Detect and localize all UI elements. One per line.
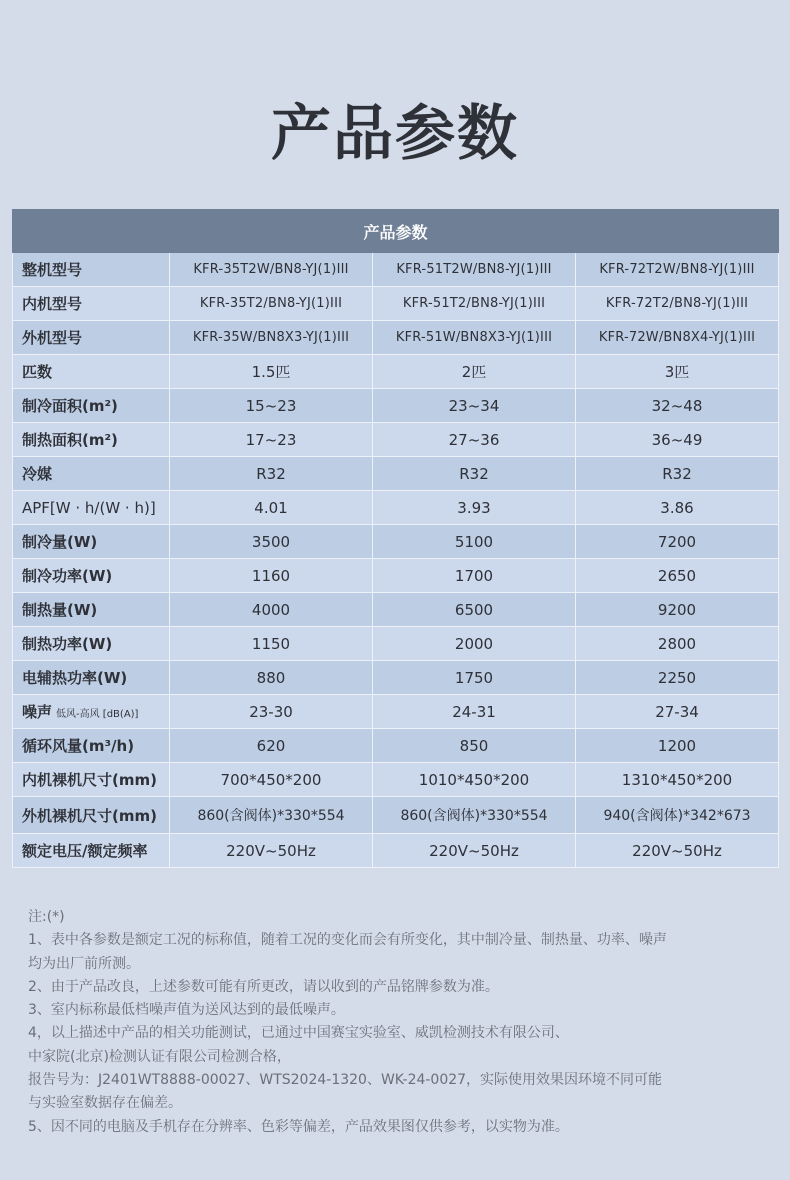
table-cell: KFR-51T2/BN8-YJ(1)III <box>373 287 576 321</box>
table-cell: 2250 <box>576 661 779 695</box>
note-line: 报告号为：J2401WT8888-00027、WTS2024-1320、WK-24-0027，实际使用效果因环境不同可能 <box>28 1072 663 1089</box>
table-cell: KFR-35T2W/BN8-YJ(1)III <box>170 253 373 287</box>
note-line: 中家院(北京)检测认证有限公司检测合格， <box>28 1048 291 1065</box>
table-cell: 1160 <box>170 559 373 593</box>
table-cell: 27~36 <box>373 423 576 457</box>
table-cell: 220V~50Hz <box>170 834 373 868</box>
table-cell: 32~48 <box>576 389 779 423</box>
table-cell: 220V~50Hz <box>373 834 576 868</box>
table-cell: 9200 <box>576 593 779 627</box>
table-cell: 220V~50Hz <box>576 834 779 868</box>
table-cell: 2650 <box>576 559 779 593</box>
row-label: 制热量(W) <box>13 593 170 627</box>
table-row <box>13 695 779 729</box>
row-label: 制热面积(m²) <box>13 423 170 457</box>
table-cell: 1700 <box>373 559 576 593</box>
note-line: 注:(*) <box>28 909 65 925</box>
table-cell: 2匹 <box>373 355 576 389</box>
table-cell: 2000 <box>373 627 576 661</box>
table-cell: KFR-72T2W/BN8-YJ(1)III <box>576 253 779 287</box>
table-row <box>13 457 779 491</box>
table-cell: 36~49 <box>576 423 779 457</box>
row-label: 外机裸机尺寸(mm) <box>13 797 170 834</box>
row-label: 整机型号 <box>13 253 170 287</box>
table-cell: 24-31 <box>373 695 576 729</box>
table-cell: 700*450*200 <box>170 763 373 797</box>
table-header-row <box>13 210 779 253</box>
row-label: 制冷面积(m²) <box>13 389 170 423</box>
table-cell: 6500 <box>373 593 576 627</box>
row-label: 循环风量(m³/h) <box>13 729 170 763</box>
table-row <box>13 593 779 627</box>
note-line: 1、表中各参数是额定工况的标称值，随着工况的变化而会有所变化，其中制冷量、制热量、功率、噪声 <box>28 932 667 949</box>
table-cell: KFR-35T2/BN8-YJ(1)III <box>170 287 373 321</box>
table-cell: 3.86 <box>576 491 779 525</box>
table-cell: KFR-51W/BN8X3-YJ(1)III <box>373 321 576 355</box>
table-cell: 880 <box>170 661 373 695</box>
table-cell: 2800 <box>576 627 779 661</box>
row-label: 额定电压/额定频率 <box>13 834 170 868</box>
table-cell: 850 <box>373 729 576 763</box>
table-cell: KFR-72T2/BN8-YJ(1)III <box>576 287 779 321</box>
spec-table <box>12 209 779 868</box>
row-label-noise <box>13 695 170 729</box>
table-cell: 1750 <box>373 661 576 695</box>
note-line: 4，以上描述中产品的相关功能测试，已通过中国赛宝实验室、威凯检测技术有限公司、 <box>28 1025 569 1042</box>
notes-section <box>28 906 768 1139</box>
table-cell: 3匹 <box>576 355 779 389</box>
table-cell: 860(含阀体)*330*554 <box>373 797 576 834</box>
table-cell: 620 <box>170 729 373 763</box>
table-cell: KFR-72W/BN8X4-YJ(1)III <box>576 321 779 355</box>
table-cell: KFR-51T2W/BN8-YJ(1)III <box>373 253 576 287</box>
table-row <box>13 389 779 423</box>
row-label: 制热功率(W) <box>13 627 170 661</box>
table-row <box>13 253 779 287</box>
table-row <box>13 287 779 321</box>
row-label: 电辅热功率(W) <box>13 661 170 695</box>
table-cell: 4000 <box>170 593 373 627</box>
table-cell: 940(含阀体)*342*673 <box>576 797 779 834</box>
table-cell: 1150 <box>170 627 373 661</box>
table-cell: 3.93 <box>373 491 576 525</box>
table-cell: 1310*450*200 <box>576 763 779 797</box>
table-cell: 1.5匹 <box>170 355 373 389</box>
note-line: 2、由于产品改良，上述参数可能有所更改，请以收到的产品铭牌参数为准。 <box>28 978 499 995</box>
row-label: 内机裸机尺寸(mm) <box>13 763 170 797</box>
table-cell: 23-30 <box>170 695 373 729</box>
row-label: 匹数 <box>13 355 170 389</box>
table-cell: 4.01 <box>170 491 373 525</box>
row-label: 制冷量(W) <box>13 525 170 559</box>
row-label-sub: 低风-高风 [dB(A)] <box>56 709 139 720</box>
table-cell: 15~23 <box>170 389 373 423</box>
table-cell: 17~23 <box>170 423 373 457</box>
table-row <box>13 729 779 763</box>
table-row <box>13 627 779 661</box>
row-label: 冷媒 <box>13 457 170 491</box>
note-line: 均为出厂前所测。 <box>28 955 140 972</box>
table-cell: R32 <box>576 457 779 491</box>
table-cell: 3500 <box>170 525 373 559</box>
table-row <box>13 834 779 868</box>
page-title: 产品参数 <box>271 99 519 169</box>
note-line: 与实验室数据存在偏差。 <box>28 1095 182 1112</box>
table-cell: R32 <box>170 457 373 491</box>
row-label: 制冷功率(W) <box>13 559 170 593</box>
table-row <box>13 797 779 834</box>
table-body <box>13 253 779 868</box>
note-line: 3、室内标称最低档噪声值为送风达到的最低噪声。 <box>28 1002 345 1019</box>
table-cell: 1010*450*200 <box>373 763 576 797</box>
table-row <box>13 661 779 695</box>
row-label: APF[W · h/(W · h)] <box>13 491 170 525</box>
table-row <box>13 559 779 593</box>
table-cell: 27-34 <box>576 695 779 729</box>
table-row <box>13 321 779 355</box>
note-line: 5、因不同的电脑及手机存在分辨率、色彩等偏差，产品效果图仅供参考，以实物为准。 <box>28 1118 569 1135</box>
table-row <box>13 763 779 797</box>
table-cell: 1200 <box>576 729 779 763</box>
table-row <box>13 491 779 525</box>
row-label: 内机型号 <box>13 287 170 321</box>
table-cell: 5100 <box>373 525 576 559</box>
table-header: 产品参数 <box>13 210 779 253</box>
table-cell: KFR-35W/BN8X3-YJ(1)III <box>170 321 373 355</box>
row-label: 噪声 <box>22 703 53 721</box>
table-cell: 23~34 <box>373 389 576 423</box>
table-cell: 7200 <box>576 525 779 559</box>
table-cell: R32 <box>373 457 576 491</box>
row-label: 外机型号 <box>13 321 170 355</box>
table-row <box>13 355 779 389</box>
table-row <box>13 423 779 457</box>
table-row <box>13 525 779 559</box>
table-cell: 860(含阀体)*330*554 <box>170 797 373 834</box>
